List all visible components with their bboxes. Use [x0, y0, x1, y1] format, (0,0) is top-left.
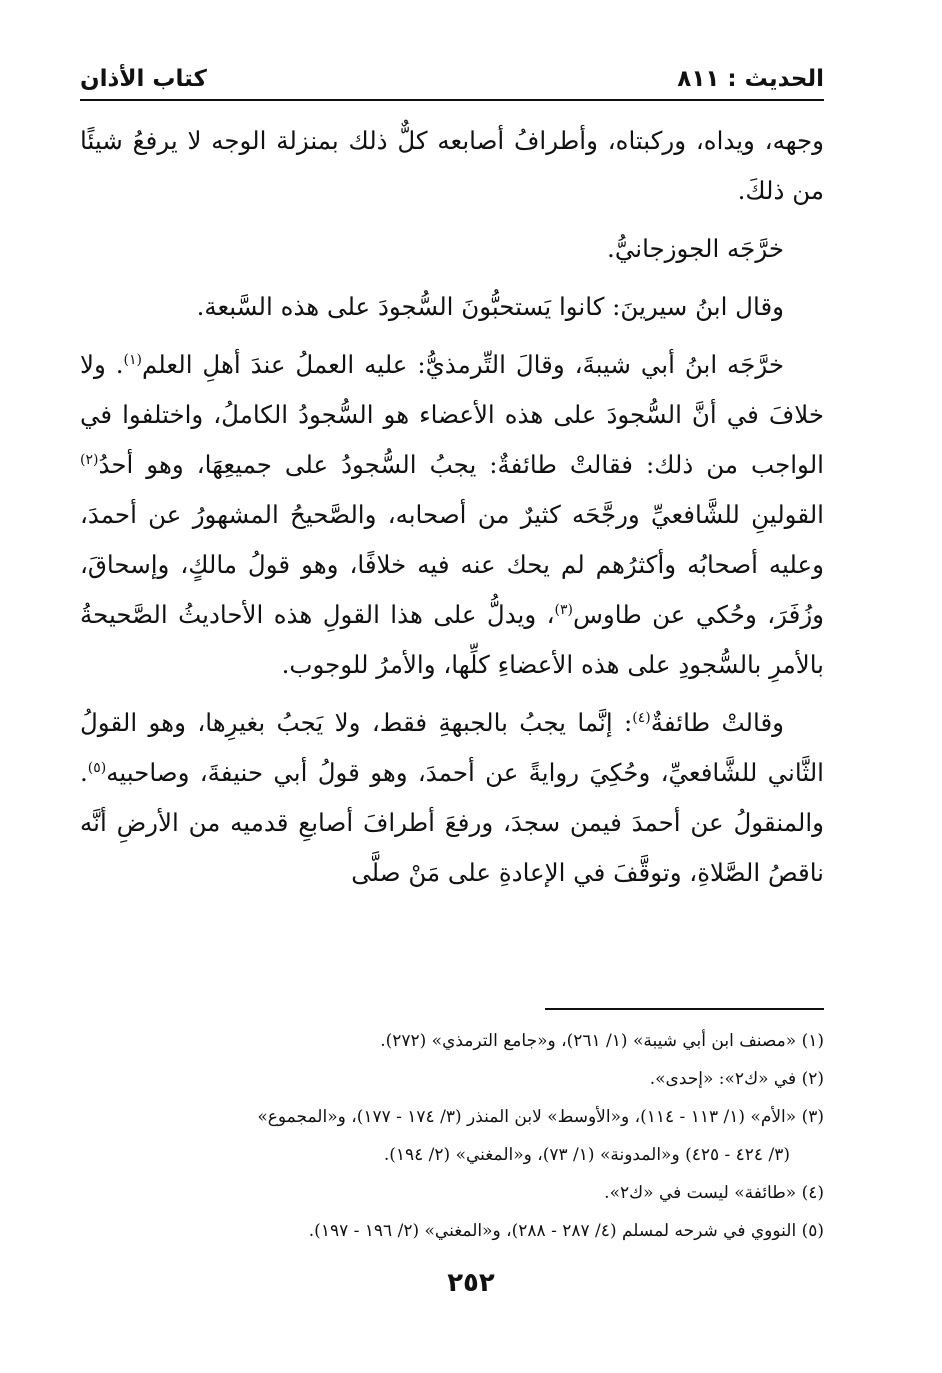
paragraph-2: خرَّجَه الجوزجانيُّ.	[607, 234, 784, 263]
footnote-3-continued	[80, 1136, 824, 1174]
paragraph-5-part-a: وقالتْ طائفةٌ	[650, 708, 785, 737]
footnote-3: (٣) «الأم» (١/ ١١٣ - ١١٤)، و«الأوسط» لابن المنذر (٣/ ١٧٤ - ١٧٧)، و«المجموع»	[257, 1107, 824, 1127]
page-number: ٢٥٢	[447, 1268, 495, 1298]
hadith-number: الحديث : ٨١١	[677, 66, 824, 92]
footnotes	[80, 1022, 824, 1250]
running-header	[80, 60, 824, 98]
paragraph-4-part-d: ، ويدلُّ على هذا القولِ هذه الأحاديثُ الصَّحيحةُ بالأمرِ بالسُّجودِ على هذه الأعضاءِ كلِّها، والأمرُ للوجوب.	[80, 600, 824, 679]
paragraph-3: وقال ابنُ سيرينَ: كانوا يَستحبُّونَ السُّجودَ على هذه السَّبعة.	[196, 292, 784, 321]
footnote-ref-1: (١)	[123, 351, 142, 368]
main-text	[80, 116, 824, 912]
paragraph-5-part-c: . والمنقولُ عن أحمدَ فيمن سجدَ، ورفعَ أطرافَ أصابعِ قدميه من الأرضِ أنَّه ناقصُ الصَّلاةِ، وتوقَّفَ في الإعادةِ على مَنْ صلَّى	[80, 758, 824, 887]
paragraph-4-part-b: . ولا خلافَ في أنَّ السُّجودَ على هذه الأعضاء هو السُّجودُ الكاملُ، واختلفوا في الواجب من ذلك: فقالتْ طائفةٌ: يجبُ السُّجودُ على جميعِهَا، وهو أحدُ	[80, 350, 824, 479]
paragraph-1: وجهه، ويداه، وركبتاه، وأطرافُ أصابعه كلٌّ ذلك بمنزلة الوجه لا يرفعُ شيئًا من ذلكَ.	[80, 126, 824, 205]
paragraph-5	[80, 698, 824, 898]
header-rule	[80, 99, 824, 101]
paragraph-4-part-c: القولينِ للشَّافعيِّ ورجَّحَه كثيرٌ من أصحابه، والصَّحيحُ المشهورُ عن أحمدَ، وعليه أصحابُه وأكثرُهم لم يحك عنه فيه خلافًا، وهو قولُ مالكٍ، وإسحاقَ، وزُفَرَ، وحُكي عن طاوس	[80, 500, 824, 629]
footnote-ref-4: (٤)	[632, 709, 651, 726]
book-title: كتاب الأذان	[80, 66, 207, 92]
footnote-ref-5: (٥)	[87, 759, 107, 776]
paragraph-4-part-a: خرَّجَه ابنُ أبي شيبةَ، وقالَ التِّرمذيُّ: عليه العملُ عندَ أهلِ العلم	[142, 350, 784, 379]
paragraph-5-part-b: : إنَّما يجبُ بالجبهةِ فقط، ولا يَجبُ بغيرِها، وهو القولُ الثَّاني للشَّافعيِّ، وحُكِيَ روايةً عن أحمدَ، وهو قولُ أبي حنيفةَ، وصاحبيه	[80, 708, 824, 787]
footnote-ref-2: (٢)	[80, 451, 99, 468]
footnotes-rule	[545, 1008, 824, 1010]
footnote-1: (١) «مصنف ابن أبي شيبة» (١/ ٢٦١)، و«جامع الترمذي» (٢٧٢).	[380, 1031, 824, 1051]
paragraph-4	[80, 340, 824, 690]
footnote-5: (٥) النووي في شرحه لمسلم (٤/ ٢٨٧ - ٢٨٨)، و«المغني» (٢/ ١٩٦ - ١٩٧).	[308, 1221, 824, 1241]
footnote-3-continuation: (٣/ ٤٢٤ - ٤٢٥) و«المدونة» (١/ ٧٣)، و«المغني» (٢/ ١٩٤).	[383, 1145, 790, 1165]
footnote-2: (٢) في «ك٢»: «إحدى».	[649, 1069, 824, 1089]
footnote-4: (٤) «طائفة» ليست في «ك٢».	[604, 1183, 824, 1203]
footnote-ref-3: (٣)	[554, 601, 574, 618]
